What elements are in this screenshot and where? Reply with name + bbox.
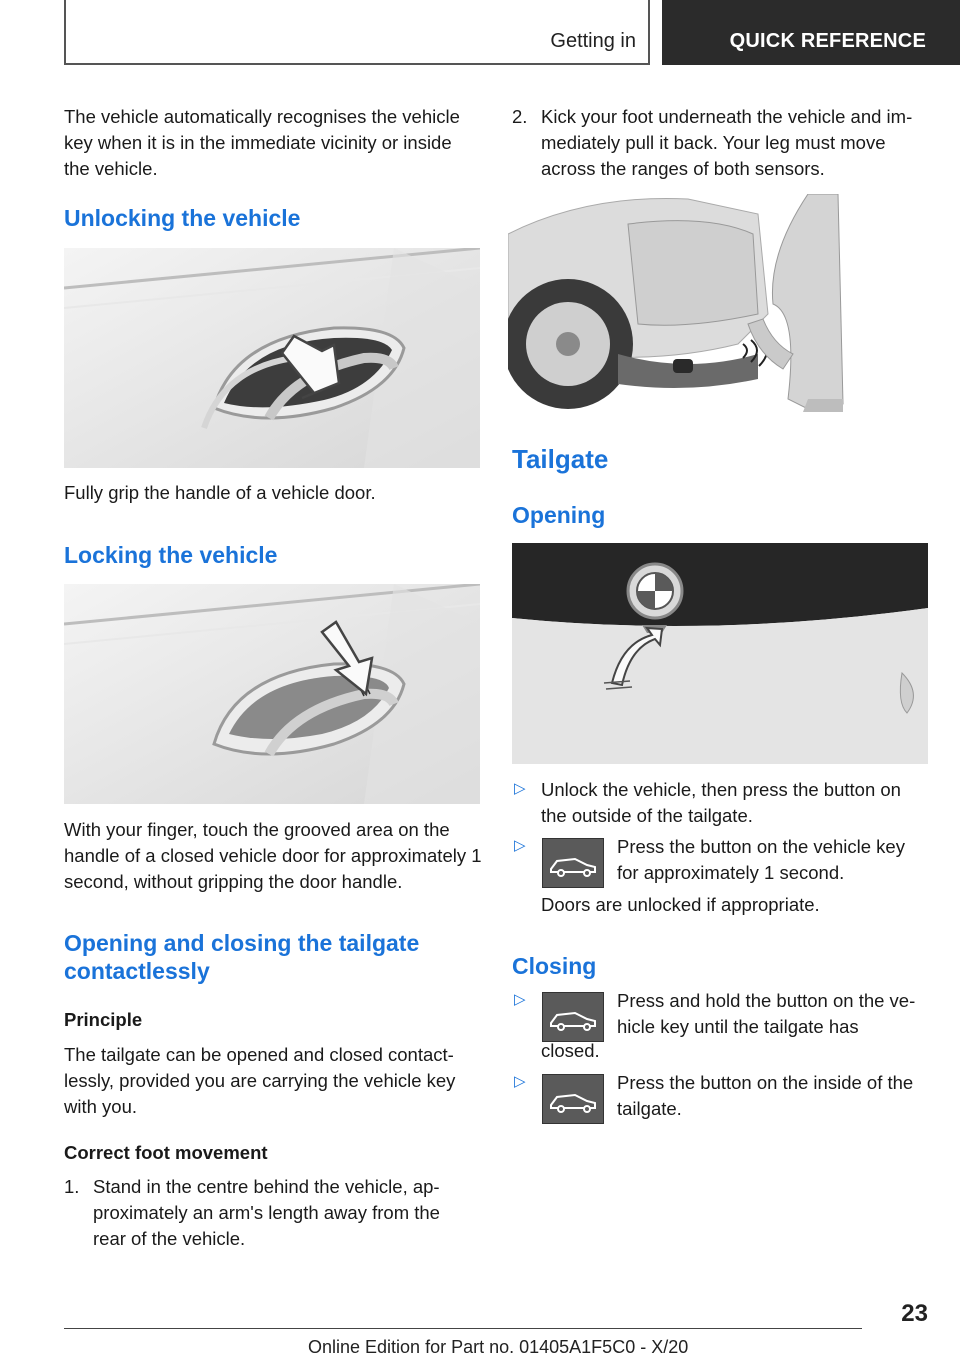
principle-text: The tailgate can be opened and closed contact-lessly, provided you are carrying the vehicle key with you. — [64, 1044, 456, 1117]
principle-heading: Principle — [64, 1009, 143, 1030]
closing-bullet-1-text-continued: closed. — [541, 1040, 600, 1061]
door-handle-grip-illustration — [64, 248, 480, 468]
header-rule-left — [64, 0, 66, 64]
door-handle-touch-illustration — [64, 584, 480, 804]
opening-bullet-2-text: Press the button on the vehicle key for approximately 1 second. — [617, 836, 905, 883]
vehicle-key-tailgate-icon — [542, 992, 604, 1042]
tailgate-heading: Tailgate — [512, 444, 609, 474]
page-number: 23 — [901, 1300, 928, 1327]
foot-movement-heading: Correct foot movement — [64, 1142, 268, 1163]
footer-rule — [64, 1328, 862, 1329]
lock-heading: Locking the vehicle — [64, 542, 278, 568]
tailgate-inside-button-icon — [542, 1074, 604, 1124]
closing-bullet-2-text: Press the button on the inside of the tailgate. — [617, 1072, 914, 1119]
opening-note: Doors are unlocked if appropriate. — [541, 894, 820, 915]
opening-bullet-1-marker: ▷ — [514, 780, 526, 797]
unlock-caption: Fully grip the handle of a vehicle door. — [64, 482, 376, 503]
intro-paragraph: The vehicle automatically recognises the vehicle key when it is in the immediate vicinity or inside the vehicle. — [64, 106, 460, 179]
opening-bullet-1-text: Unlock the vehicle, then press the button on the outside of the tailgate. — [541, 779, 901, 826]
closing-heading: Closing — [512, 953, 597, 979]
closing-bullet-1-marker: ▷ — [514, 991, 526, 1008]
header-section-title: Getting in — [550, 30, 636, 52]
step-1-number: 1. — [64, 1176, 80, 1197]
step-2-text: Kick your foot underneath the vehicle and im-mediately pull it back. Your leg must move across the ranges of both sensors. — [541, 106, 913, 179]
step-1-text: Stand in the centre behind the vehicle, ap-proximately an arm's length away from the rear of the vehicle. — [93, 1176, 440, 1249]
step-2-number: 2. — [512, 106, 528, 127]
opening-heading: Opening — [512, 502, 606, 528]
vehicle-key-tailgate-icon — [542, 838, 604, 888]
foot-movement-illustration — [508, 194, 848, 416]
contactless-heading: Opening and closing the tailgate contactlessly — [64, 930, 420, 984]
closing-bullet-1-text: Press and hold the button on the ve-hicle key until the tailgate has — [617, 990, 916, 1037]
closing-bullet-2-marker: ▷ — [514, 1073, 526, 1090]
header-tab — [662, 0, 960, 65]
header-tab-label: QUICK REFERENCE — [729, 30, 926, 52]
header-rule-bottom — [64, 63, 650, 65]
footer-edition: Online Edition for Part no. 01405A1F5C0 - X/20 — [308, 1337, 689, 1357]
opening-bullet-2-marker: ▷ — [514, 837, 526, 854]
tailgate-button-illustration — [512, 543, 928, 764]
lock-caption: With your finger, touch the grooved area on the handle of a closed vehicle door for approximately 1 second, without gripping the door handle. — [64, 819, 482, 892]
header-rule-separator — [648, 0, 650, 64]
unlock-heading: Unlocking the vehicle — [64, 205, 301, 231]
